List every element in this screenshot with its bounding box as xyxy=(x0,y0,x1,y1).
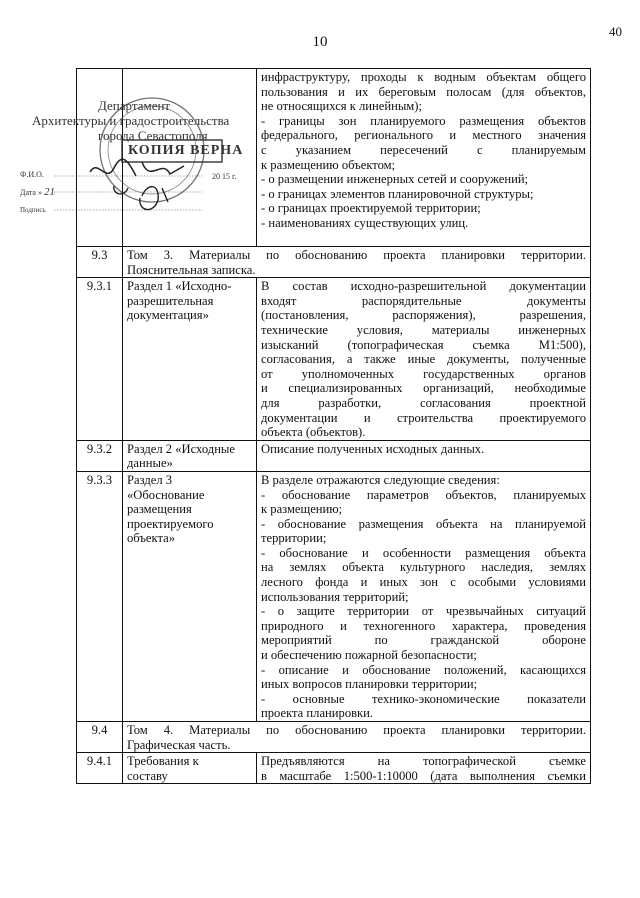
text-line: документации и строительства проектируемого xyxy=(261,410,586,425)
text-line: - основные технико-экономические показатели xyxy=(261,691,586,706)
text-line: мероприятий по гражданской обороне xyxy=(261,633,586,648)
text-line: и обеспечению пожарной безопасности; xyxy=(261,648,477,663)
row-description xyxy=(257,753,591,784)
row-description xyxy=(257,278,591,441)
title-line: Раздел 1 «Исходно- xyxy=(127,279,232,294)
title-line: проектируемого xyxy=(127,516,214,531)
text-line: - обоснование размещения объекта на планируемой xyxy=(261,516,586,531)
table-row xyxy=(77,753,591,784)
text-line: использования территорий; xyxy=(261,589,409,604)
text-line: для разработки, согласования проектной xyxy=(261,395,586,410)
row-description xyxy=(257,69,591,247)
text-line: и специализированных организаций, необходимые xyxy=(261,381,586,396)
text-line: - о границах элементов планировочной структуры; xyxy=(261,186,534,201)
stamp-city: города Севастополя xyxy=(98,128,208,143)
row-number: 9.4 xyxy=(77,722,123,753)
text-line: иных вопросов планировки территории; xyxy=(261,677,478,692)
text-line: к размещению объектом; xyxy=(261,157,396,172)
text-line: проекта планировки. xyxy=(261,706,374,721)
title-line: Требования к xyxy=(127,754,199,769)
text-line: Том 3. Материалы по обоснованию проекта планировки территории. xyxy=(127,248,586,262)
text-line: - границы зон планируемого размещения объектов xyxy=(261,113,586,128)
table-row xyxy=(77,471,591,721)
text-line: В разделе отражаются следующие сведения: xyxy=(261,472,500,487)
row-title xyxy=(123,753,257,784)
row-number: 9.3.1 xyxy=(77,278,123,441)
specification-table xyxy=(76,68,591,784)
text-line: федерального, регионального и местного значения xyxy=(261,128,586,143)
row-title xyxy=(123,278,257,441)
text-line: - наименованиях существующих улиц. xyxy=(261,215,469,230)
text-line: к размещению; xyxy=(261,502,343,517)
table-row xyxy=(77,440,591,471)
row-span-text xyxy=(123,247,591,278)
text-line: лесного фонда и иных зон с особыми условиями xyxy=(261,575,586,590)
text-line: Пояснительная записка. xyxy=(127,262,256,277)
text-line: Предъявляются на топографической съемке xyxy=(261,754,586,769)
row-number: 9.4.1 xyxy=(77,753,123,784)
table-row xyxy=(77,278,591,441)
row-number: 9.3.2 xyxy=(77,440,123,471)
table-row xyxy=(77,722,591,753)
text-line: на землях объекта культурного наследия, землях xyxy=(261,560,586,575)
stamp-department-name: Архитектуры и градостроительства xyxy=(32,113,230,128)
row-description xyxy=(257,440,591,471)
corner-page-number: 40 xyxy=(609,24,622,39)
text-line: - о границах проектируемой территории; xyxy=(261,201,481,216)
text-line: инфраструктуру, проходы к водным объектам общего xyxy=(261,70,586,84)
title-line: «Обоснование xyxy=(127,487,205,502)
title-line: составу xyxy=(127,768,168,783)
row-span-text xyxy=(123,722,591,753)
text-line: Графическая часть. xyxy=(127,737,231,752)
row-number: 9.3.3 xyxy=(77,471,123,721)
title-line: объекта» xyxy=(127,531,175,546)
text-line: пользования и их береговым полосам (для объектов, xyxy=(261,84,586,99)
title-line: Раздел 3 xyxy=(127,472,173,487)
title-line: документация» xyxy=(127,308,209,323)
table-row xyxy=(77,247,591,278)
text-line: В состав исходно-разрешительной документации xyxy=(261,279,586,294)
stamp-year: 20 15 г. xyxy=(212,172,237,181)
row-title xyxy=(123,471,257,721)
row-number: 9.3 xyxy=(77,247,123,278)
text-line: - обоснование и особенности размещения объекта xyxy=(261,545,586,560)
row-number xyxy=(77,69,123,247)
text-line: Описание полученных исходных данных. xyxy=(261,441,485,456)
text-line: (постановления, распоряжения), разрешения, xyxy=(261,308,586,323)
stamp-copy-verified: КОПИЯ ВЕРНА xyxy=(128,143,244,158)
text-line: не относящихся к линейным); xyxy=(261,99,422,114)
stamp-signature-label: Подпись xyxy=(20,206,46,214)
row-description xyxy=(257,471,591,721)
text-line: Том 4. Материалы по обоснованию проекта планировки территории. xyxy=(127,723,586,737)
text-line: - о защите территории от чрезвычайных ситуаций xyxy=(261,604,586,619)
text-line: - обоснование параметров объектов, планируемых xyxy=(261,487,586,502)
text-line: - описание и обоснование положений, касающихся xyxy=(261,662,586,677)
title-line: разрешительная xyxy=(127,293,214,308)
text-line: - о размещении инженерных сетей и сооружений; xyxy=(261,172,529,187)
text-line: от уполномоченных государственных органов xyxy=(261,366,586,381)
title-line: Раздел 2 «Исходные xyxy=(127,441,235,456)
page-number: 10 xyxy=(312,34,328,50)
stamp-department: Департамент xyxy=(98,98,171,113)
text-line: согласования, а также иные документы, полученные xyxy=(261,352,586,367)
text-line: природного и техногенного характера, проведения xyxy=(261,618,586,633)
row-title xyxy=(123,440,257,471)
text-line: технические условия, материалы инженерных xyxy=(261,322,586,337)
text-line: изысканий (топографическая съемка М1:500), xyxy=(261,337,586,352)
stamp-fio-label: Ф.И.О. xyxy=(20,170,44,179)
title-line: размещения xyxy=(127,502,192,517)
stamp-date-label: Дата » 21 xyxy=(20,186,55,198)
text-line: с указанием пересечений с планируемым xyxy=(261,142,586,157)
text-line: в масштабе 1:500-1:10000 (дата выполнения съемки xyxy=(261,768,586,783)
text-line: входят распорядительные документы xyxy=(261,293,586,308)
text-line: территории; xyxy=(261,531,327,546)
title-line: данные» xyxy=(127,456,173,471)
text-line: объекта (объектов). xyxy=(261,425,366,440)
